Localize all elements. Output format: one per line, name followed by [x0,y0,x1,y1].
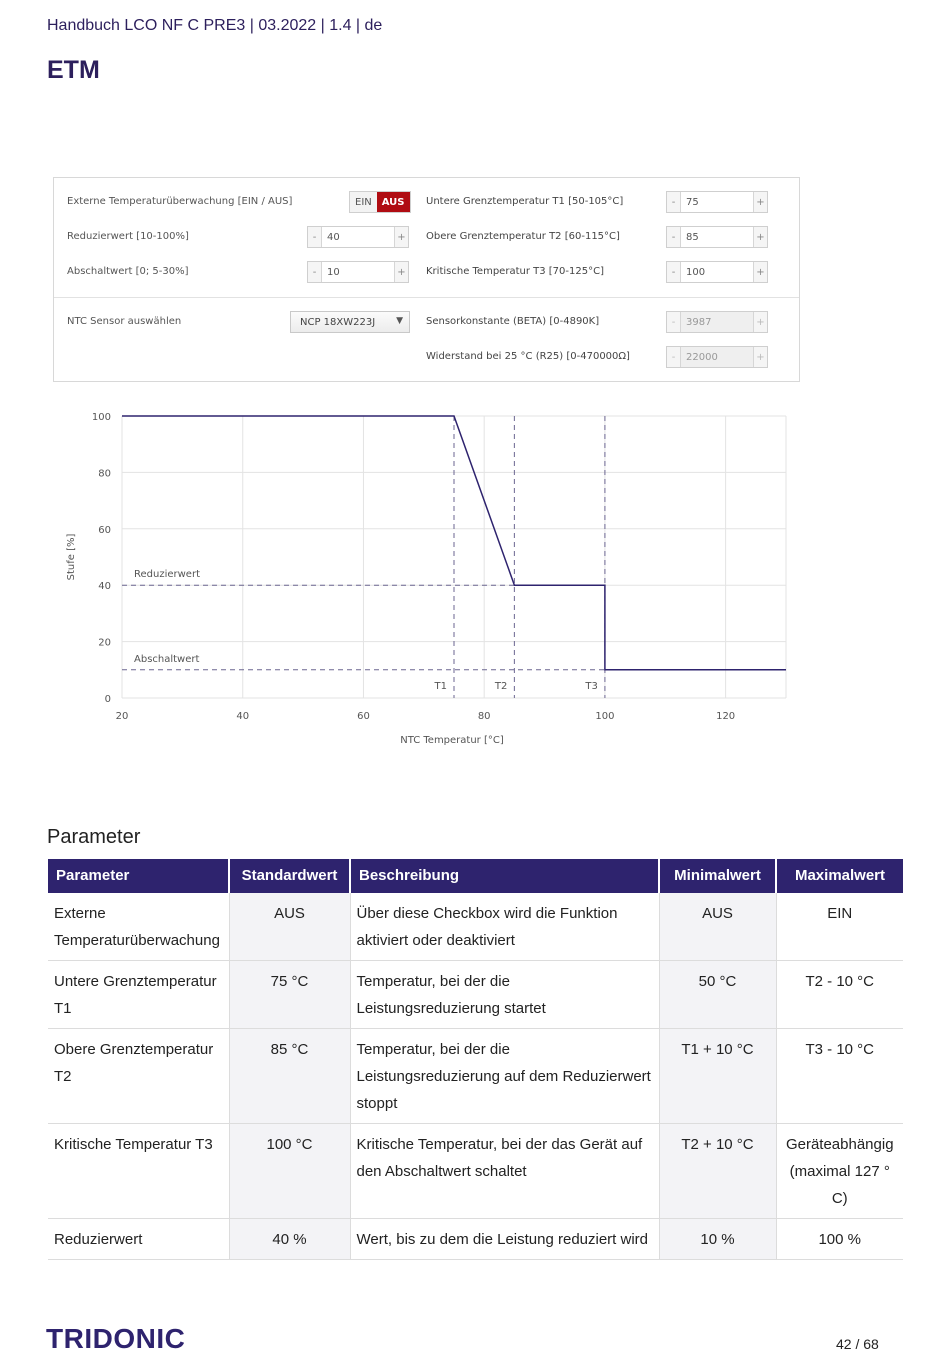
cell-beschreibung: Temperatur, bei der die Leistungsreduzierung auf dem Reduzierwert stoppt [350,1029,659,1124]
x-tick-label: 120 [716,711,736,722]
reduce-stepper [307,226,409,248]
table-row [48,893,903,961]
table-header-row [48,859,903,893]
reference-label-reduzierwert: Reduzierwert [134,569,200,581]
cell-maximalwert: EIN [776,893,903,961]
header-parameter: Parameter [48,859,229,893]
t1-minus-button[interactable]: - [667,192,681,212]
x-tick-label: 80 [477,711,491,722]
t3-minus-button[interactable]: - [667,262,681,282]
cell-maximalwert: 100 % [776,1219,903,1260]
t3-plus-button[interactable]: + [753,262,767,282]
t2-minus-button[interactable]: - [667,227,681,247]
t2-label: Obere Grenztemperatur T2 [60-115°C] [426,231,620,242]
parameter-table [48,859,903,1260]
ntc-selected-value: NCP 18XW223J [300,316,376,328]
beta-stepper [666,311,768,333]
reference-label-t2: T2 [494,681,508,692]
r25-label: Widerstand bei 25 °C (R25) [0-470000Ω] [426,351,630,362]
page-number: 42 / 68 [836,1336,879,1352]
y-tick-label: 40 [98,581,111,593]
y-axis-label: Stufe [%] [66,533,77,581]
x-tick-label: 40 [236,711,250,722]
cell-beschreibung: Kritische Temperatur, bei der das Gerät auf den Abschaltwert schaltet [350,1124,659,1219]
t3-label: Kritische Temperatur T3 [70-125°C] [426,266,604,277]
section-title: ETM [47,56,100,84]
table-row [48,961,903,1029]
cell-standardwert: 100 °C [229,1124,350,1219]
r25-input: 22000 [681,347,753,367]
cell-beschreibung: Temperatur, bei der die Leistungsreduzierung startet [350,961,659,1029]
header-minimalwert: Minimalwert [659,859,776,893]
cell-beschreibung: Über diese Checkbox wird die Funktion aktiviert oder deaktiviert [350,893,659,961]
panel-divider [54,297,799,298]
cell-maximalwert: T2 - 10 °C [776,961,903,1029]
cell-minimalwert: T1 + 10 °C [659,1029,776,1124]
y-tick-label: 100 [91,412,111,423]
cell-beschreibung: Wert, bis zu dem die Leistung reduziert wird [350,1219,659,1260]
chevron-down-icon: ▼ [396,316,403,326]
toggle-aus-button[interactable]: AUS [377,192,410,212]
x-tick-label: 60 [357,711,370,722]
ntc-label: NTC Sensor auswählen [67,316,182,327]
cell-parameter: Obere Grenztemperatur T2 [48,1029,229,1124]
beta-label: Sensorkonstante (BETA) [0-4890K] [426,316,600,327]
x-tick-label: 100 [595,711,615,722]
table-row [48,1029,903,1124]
header-beschreibung: Beschreibung [350,859,659,893]
ntc-sensor-select[interactable] [290,311,410,333]
reference-label-t1: T1 [434,681,447,692]
cell-maximalwert: Geräteabhängig (maximal 127 ° C) [776,1124,903,1219]
cell-minimalwert: T2 + 10 °C [659,1124,776,1219]
cell-standardwert: 40 % [229,1219,350,1260]
t3-stepper [666,261,768,283]
y-tick-label: 0 [104,694,111,705]
cell-standardwert: 75 °C [229,961,350,1029]
etm-chart [60,400,800,760]
x-tick-label: 20 [115,711,129,722]
cell-parameter: Untere Grenztemperatur T1 [48,961,229,1029]
parameter-title: Parameter [47,826,141,848]
t1-stepper [666,191,768,213]
beta-plus-button: + [753,312,767,332]
r25-plus-button: + [753,347,767,367]
reduce-input[interactable]: 40 [327,231,340,243]
t2-stepper [666,226,768,248]
y-tick-label: 60 [98,524,111,536]
beta-input: 3987 [681,312,753,332]
t3-input[interactable]: 100 [686,266,706,278]
table-row [48,1124,903,1219]
cutoff-plus-button[interactable]: + [394,262,408,282]
cutoff-minus-button[interactable]: - [308,262,322,282]
t2-plus-button[interactable]: + [753,227,767,247]
r25-minus-button: - [667,347,681,367]
t1-input[interactable]: 75 [686,196,699,208]
reduce-label: Reduzierwert [10-100%] [67,231,189,242]
etm-config-panel [53,177,800,382]
t1-label: Untere Grenztemperatur T1 [50-105°C] [426,196,624,207]
cell-maximalwert: T3 - 10 °C [776,1029,903,1124]
cell-standardwert: 85 °C [229,1029,350,1124]
r25-stepper [666,346,768,368]
cell-minimalwert: 50 °C [659,961,776,1029]
header-standardwert: Standardwert [229,859,350,893]
cell-minimalwert: AUS [659,893,776,961]
table-row [48,1219,903,1260]
cell-parameter: Externe Temperaturüberwachung [48,893,229,961]
cell-minimalwert: 10 % [659,1219,776,1260]
cutoff-stepper [307,261,409,283]
document-header: Handbuch LCO NF C PRE3 | 03.2022 | 1.4 | de [47,17,383,34]
x-axis-label: NTC Temperatur [°C] [400,735,504,746]
reduce-plus-button[interactable]: + [394,227,408,247]
toggle-ein-button[interactable]: EIN [350,192,377,212]
cutoff-input[interactable]: 10 [327,266,340,278]
etm-label: Externe Temperaturüberwachung [EIN / AUS] [67,196,293,207]
t2-input[interactable]: 85 [686,231,699,243]
beta-minus-button: - [667,312,681,332]
reference-label-abschaltwert: Abschaltwert [134,653,200,665]
tridonic-logo: TRIDONIC [46,1323,186,1354]
cell-parameter: Kritische Temperatur T3 [48,1124,229,1219]
cell-parameter: Reduzierwert [48,1219,229,1260]
y-tick-label: 80 [98,468,111,480]
etm-toggle[interactable] [349,191,411,213]
reference-label-t3: T3 [585,681,598,692]
y-tick-label: 20 [98,637,111,649]
header-maximalwert: Maximalwert [776,859,903,893]
t1-plus-button[interactable]: + [753,192,767,212]
cutoff-label: Abschaltwert [0; 5-30%] [67,266,189,277]
reduce-minus-button[interactable]: - [308,227,322,247]
cell-standardwert: AUS [229,893,350,961]
